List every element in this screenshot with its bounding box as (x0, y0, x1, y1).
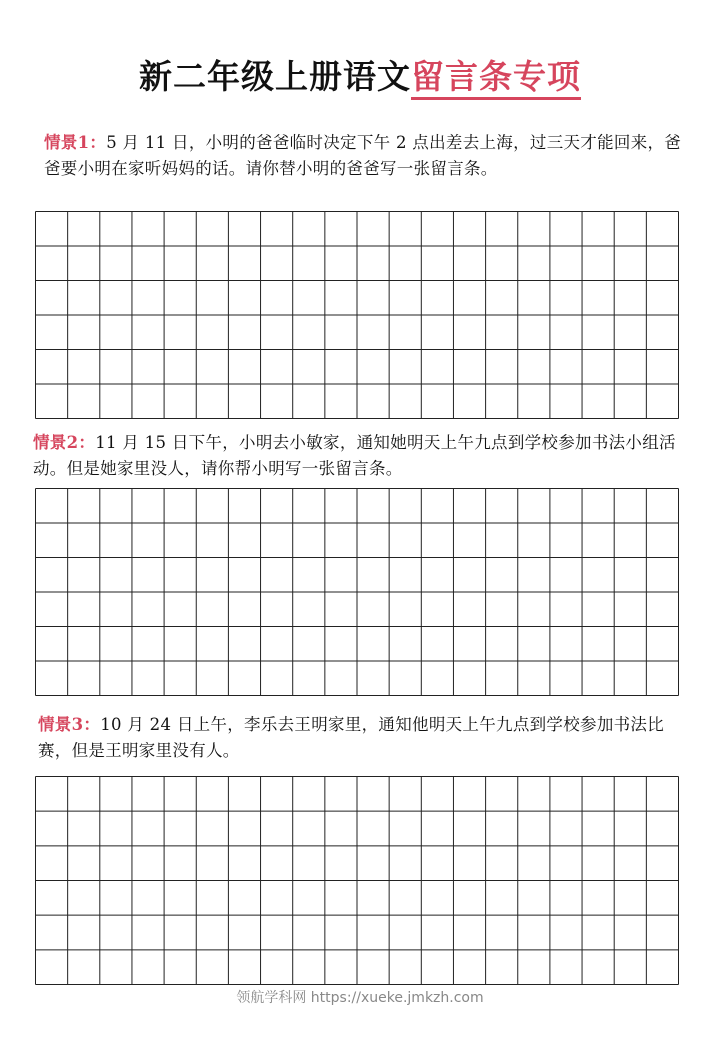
scenario-1 (44, 130, 684, 182)
scenario-2-label: 情景2： (33, 433, 96, 452)
writing-grid-1 (35, 211, 679, 419)
scenario-1-label: 情景1： (44, 133, 107, 152)
scenario-1-text: 5 月 11 日，小明的爸爸临时决定下午 2 点出差去上海，过三天才能回来，爸爸要小明在家听妈妈的话。请你替小明的爸爸写一张留言条。 (44, 133, 682, 178)
page-title (0, 52, 720, 102)
scenario-3 (38, 712, 678, 764)
footer-watermark: 领航学科网 https://xueke.jmkzh.com (236, 990, 484, 1006)
writing-grid-2 (35, 488, 679, 696)
writing-grid-3 (35, 776, 679, 985)
title-highlight: 留言条专项 (411, 57, 581, 100)
scenario-2 (33, 430, 693, 482)
title-main: 新二年级上册语文 (139, 57, 411, 96)
scenario-3-label: 情景3： (38, 715, 101, 734)
scenario-2-text: 11 月 15 日下午，小明去小敏家，通知她明天上午九点到学校参加书法小组活动。但是她家里没人，请你帮小明写一张留言条。 (33, 433, 676, 478)
scenario-3-text: 10 月 24 日上午，李乐去王明家里，通知他明天上午九点到学校参加书法比赛，但是王明家里没有人。 (38, 715, 665, 760)
